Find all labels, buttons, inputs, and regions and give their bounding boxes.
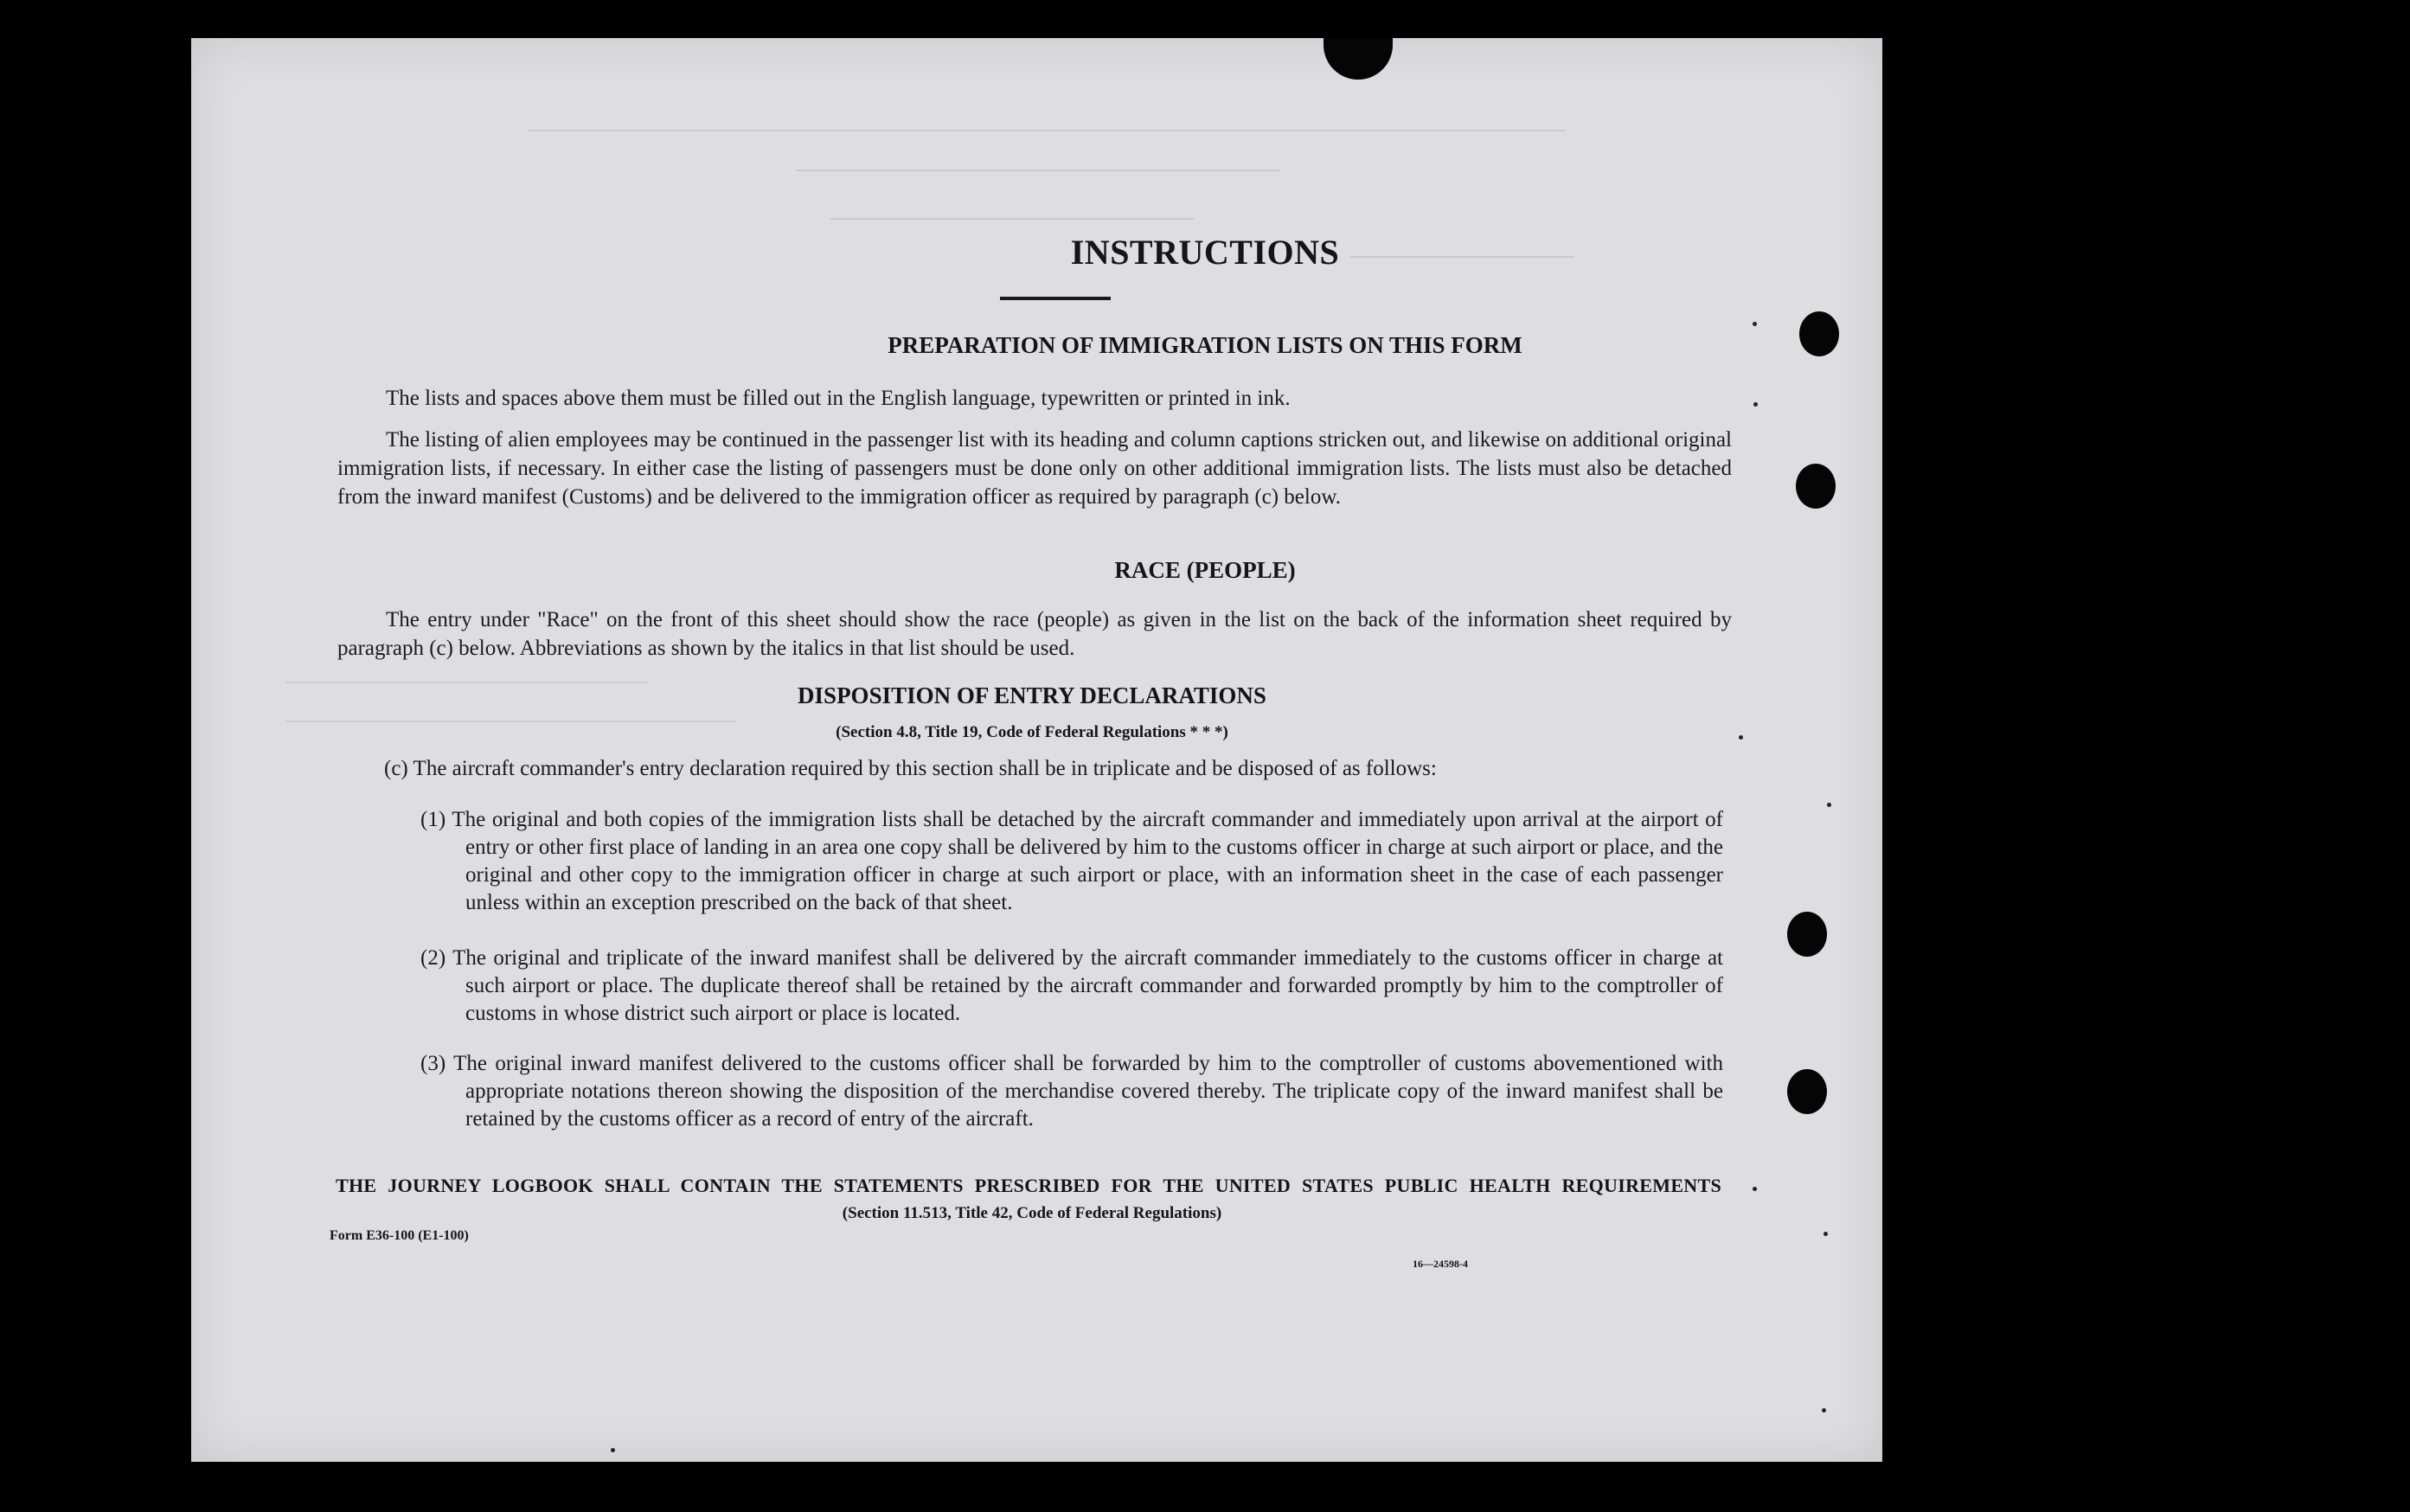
- disposition-heading: DISPOSITION OF ENTRY DECLARATIONS: [798, 682, 1266, 708]
- punch-hole: [1796, 464, 1836, 509]
- speck: [1822, 1408, 1826, 1413]
- logbook-requirement-reference: (Section 11.513, Title 42, Code of Federal Regulations): [842, 1204, 1222, 1222]
- speck: [1824, 1232, 1828, 1236]
- logbook-requirement-caption: THE JOURNEY LOGBOOK SHALL CONTAIN THE STATEMENTS PRESCRIBED FOR THE UNITED STATES PUBLIC HEALTH REQUIREMENTS: [336, 1175, 1721, 1196]
- print-code: 16—24598-4: [1413, 1258, 1468, 1270]
- disposition-reference: (Section 4.8, Title 19, Code of Federal Regulations * * *): [836, 723, 1228, 741]
- form-number: Form E36-100 (E1-100): [330, 1228, 469, 1243]
- disposition-clause-c: (c) The aircraft commander's entry declaration required by this section shall be in triplicate and be disposed of as follows:: [384, 757, 1437, 780]
- preparation-paragraph-1: The lists and spaces above them must be filled out in the English language, typewritten or printed in ink.: [386, 387, 1291, 410]
- speck: [611, 1448, 615, 1452]
- preparation-paragraph-2: The listing of alien employees may be continued in the passenger list with its heading and column captions stricken out, and likewise on additional original immigration lists, if necessary. In either case the listing of passengers must be done only on other additional immigration lists. The lists must also be detached from the inward manifest (Customs) and be delivered to the immigration officer as required by paragraph (c) below.: [337, 428, 1732, 509]
- speck: [1753, 1187, 1757, 1191]
- speck: [1753, 322, 1757, 326]
- disposition-item-1: (1) The original and both copies of the immigration lists shall be detached by the aircraft commander and immediately upon arrival at the airport of entry or other first place of landing in an area one copy shall be delivered by him to the customs officer in charge at such airport or place, and the original and other copy to the immigration officer in charge at such airport or place, with an information sheet in the case of each passenger unless within an exception prescribed on the back of that sheet.: [420, 808, 1723, 914]
- preparation-heading: PREPARATION OF IMMIGRATION LISTS ON THIS FORM: [888, 332, 1522, 358]
- speck: [1827, 803, 1831, 807]
- bleed-through-text: [830, 197, 1194, 220]
- punch-hole: [1787, 912, 1827, 957]
- punch-hole: [1787, 1069, 1827, 1114]
- disposition-item-2: (2) The original and triplicate of the inward manifest shall be delivered by the aircraft commander immediately to the customs officer in charge at such airport or place. The duplicate thereof shall be retained by the aircraft commander and forwarded promptly by him to the comptroller of customs in whose district such airport or place is located.: [420, 946, 1723, 1025]
- disposition-item-3: (3) The original inward manifest delivered to the customs officer shall be forwarded by him to the comptroller of customs abovementioned with appropriate notations thereon showing the disposition of the merchandise covered thereby. The triplicate copy of the inward manifest shall be retained by the customs officer as a record of entry of the aircraft.: [420, 1052, 1723, 1131]
- title-underline: [1000, 297, 1111, 300]
- race-paragraph: The entry under "Race" on the front of this sheet should show the race (people) as given in the list on the back of the information sheet required by paragraph (c) below. Abbreviations as shown by the italics in that list should be used.: [337, 608, 1732, 660]
- bleed-through-text: [528, 104, 1566, 131]
- page-title: INSTRUCTIONS: [1070, 233, 1340, 272]
- bleed-through-text: [285, 666, 649, 683]
- race-heading: RACE (PEOPLE): [1114, 557, 1296, 583]
- bleed-through-text: [796, 149, 1280, 171]
- speck: [1753, 402, 1758, 407]
